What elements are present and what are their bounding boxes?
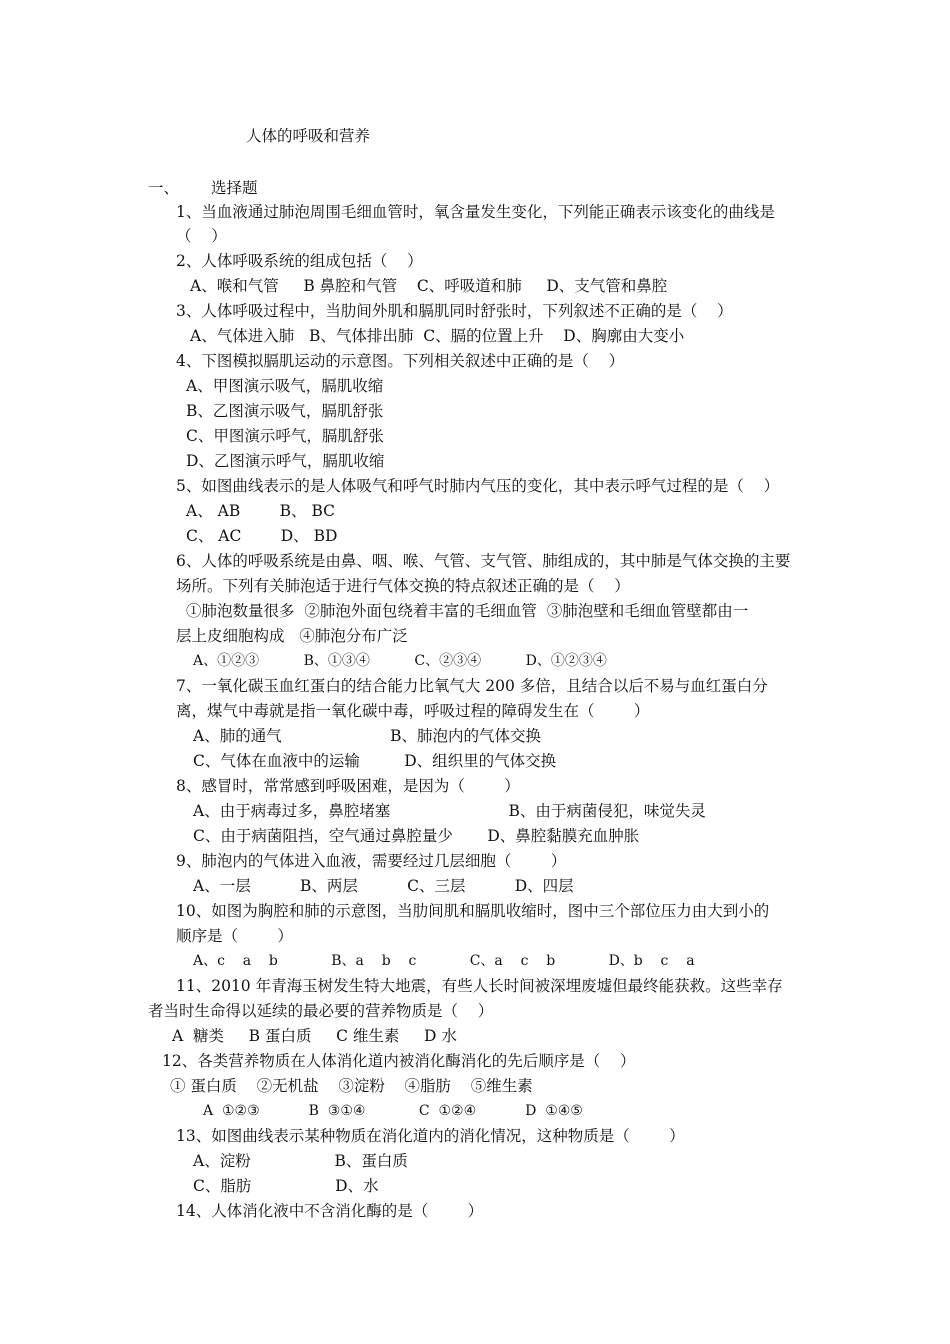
question-7-line-2: 离，煤气中毒就是指一氧化碳中毒，呼吸过程的障碍发生在（ ）: [176, 702, 650, 720]
question-11-options: A 糖类 B 蛋白质 C 维生素 D 水: [172, 1027, 457, 1045]
question-5: 5、如图曲线表示的是人体吸气和呼气时肺内气压的变化，其中表示呼气过程的是（ ）: [176, 477, 780, 495]
question-1-line-1: 1、当血液通过肺泡周围毛细血管时，氧含量发生变化，下列能正确表示该变化的曲线是: [176, 203, 775, 221]
question-6-line-1: 6、人体的呼吸系统是由鼻、咽、喉、气管、支气管、肺组成的，其中肺是气体交换的主要: [176, 552, 791, 570]
question-13-options-cd: C、脂肪 D、水: [193, 1177, 379, 1195]
question-1-line-2: （ ）: [176, 227, 227, 245]
question-10-options: A、c a b B、a b c C、a c b D、b c a: [193, 953, 695, 969]
question-4: 4、下图模拟膈肌运动的示意图。下列相关叙述中正确的是（ ）: [176, 352, 625, 370]
question-6-options: A、①②③ B、①③④ C、②③④ D、①②③④: [193, 653, 607, 669]
question-11-line-2: 者当时生命得以延续的最必要的营养物质是（ ）: [148, 1002, 494, 1020]
question-12-statements: ① 蛋白质 ②无机盐 ③淀粉 ④脂肪 ⑤维生素: [170, 1077, 533, 1095]
question-2-options: A、喉和气管 B 鼻腔和气管 C、呼吸道和肺 D、支气管和鼻腔: [190, 277, 668, 295]
question-7-options-ab: A、肺的通气 B、肺泡内的气体交换: [193, 727, 541, 745]
question-9-options: A、一层 B、两层 C、三层 D、四层: [193, 877, 574, 895]
question-13-options-ab: A、淀粉 B、蛋白质: [193, 1152, 408, 1170]
question-8-options-ab: A、由于病毒过多，鼻腔堵塞 B、由于病菌侵犯，味觉失灵: [193, 802, 706, 820]
question-12: 12、各类营养物质在人体消化道内被消化酶消化的先后顺序是（ ）: [162, 1052, 636, 1070]
question-4-option-c: C、甲图演示呼气，膈肌舒张: [186, 427, 384, 445]
question-10-line-2: 顺序是（ ）: [176, 927, 293, 945]
question-13: 13、如图曲线表示某种物质在消化道内的消化情况，这种物质是（ ）: [176, 1127, 685, 1145]
question-4-option-b: B、乙图演示吸气，膈肌舒张: [186, 402, 384, 420]
question-7-line-1: 7、一氧化碳玉血红蛋白的结合能力比氧气大 200 多倍，且结合以后不易与血红蛋白分: [176, 677, 768, 695]
question-6-line-2: 场所。下列有关肺泡适于进行气体交换的特点叙述正确的是（ ）: [176, 577, 630, 595]
question-9: 9、肺泡内的气体进入血液，需要经过几层细胞（ ）: [176, 852, 567, 870]
question-4-option-d: D、乙图演示呼气，膈肌收缩: [186, 452, 385, 470]
section-number: 一、: [148, 179, 180, 197]
question-5-options-ab: A、 AB B、 BC: [186, 502, 335, 520]
question-5-options-cd: C、 AC D、 BD: [186, 527, 338, 545]
question-2: 2、人体呼吸系统的组成包括（ ）: [176, 252, 423, 270]
question-8: 8、感冒时，常常感到呼吸困难，是因为（ ）: [176, 777, 520, 795]
question-11-line-1: 11、2010 年青海玉树发生特大地震，有些人长时间被深埋废墟但最终能获救。这些幸存: [176, 977, 783, 995]
question-10-line-1: 10、如图为胸腔和肺的示意图，当肋间肌和膈肌收缩时，图中三个部位压力由大到小的: [176, 902, 770, 920]
section-label: 选择题: [211, 179, 258, 197]
question-14: 14、人体消化液中不含消化酶的是（ ）: [176, 1202, 484, 1220]
question-12-options: A ①②③ B ③①④ C ①②④ D ①④⑤: [203, 1103, 583, 1119]
question-7-options-cd: C、气体在血液中的运输 D、组织里的气体交换: [193, 752, 557, 770]
question-3: 3、人体呼吸过程中，当肋间外肌和膈肌同时舒张时，下列叙述不正确的是（ ）: [176, 302, 733, 320]
question-8-options-cd: C、由于病菌阻挡，空气通过鼻腔量少 D、鼻腔黏膜充血肿胀: [193, 827, 640, 845]
question-4-option-a: A、甲图演示吸气，膈肌收缩: [186, 377, 384, 395]
document-title: 人体的呼吸和营养: [246, 127, 371, 145]
question-6-statements-1: ①肺泡数量很多 ②肺泡外面包绕着丰富的毛细血管 ③肺泡壁和毛细血管壁都由一: [186, 602, 749, 620]
question-6-statements-2: 层上皮细胞构成 ④肺泡分布广泛: [176, 627, 408, 645]
question-3-options: A、气体进入肺 B、气体排出肺 C、膈的位置上升 D、胸廓由大变小: [190, 327, 685, 345]
